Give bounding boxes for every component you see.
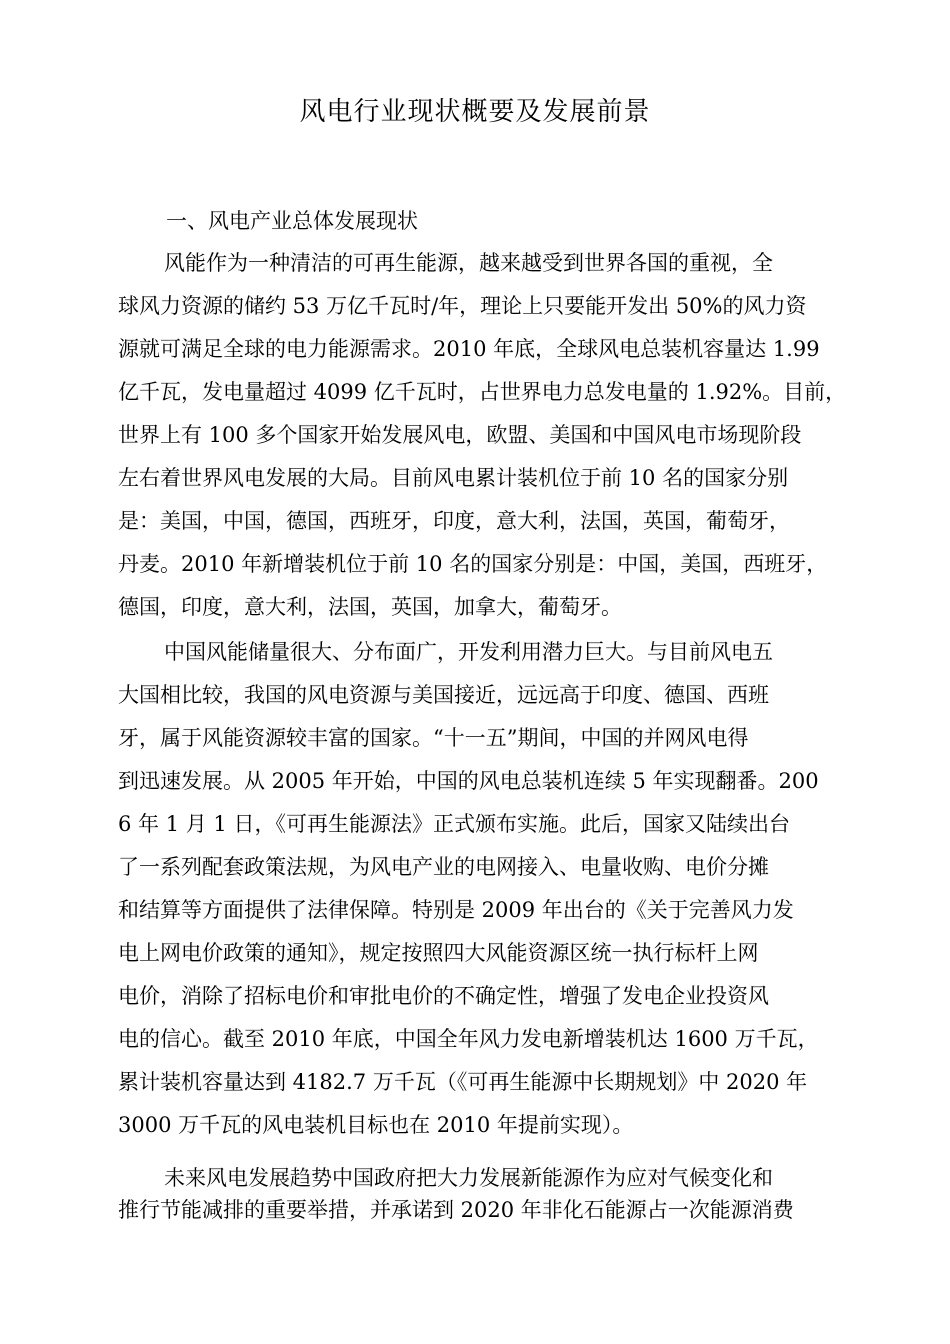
paragraph-china-wind-resources <box>118 631 838 1147</box>
paragraph-future-trend <box>118 1162 838 1226</box>
paragraph-line: 6 年 1 月 1 日，《可再生能源法》正式颁布实施。此后，国家又陆续出台 <box>118 812 790 836</box>
paragraph-line: 了一系列配套政策法规，为风电产业的电网接入、电量收购、电价分摊 <box>118 855 769 879</box>
paragraph-line: 未来风电发展趋势中国政府把大力发展新能源作为应对气候变化和 <box>164 1166 773 1190</box>
paragraph-line: 球风力资源的储约 53 万亿千瓦时/年，理论上只要能开发出 50%的风力资 <box>118 294 807 318</box>
paragraph-line: 推行节能减排的重要举措，并承诺到 2020 年非化石能源占一次能源消费 <box>118 1198 794 1222</box>
paragraph-line: 源就可满足全球的电力能源需求。2010 年底，全球风电总装机容量达 1.99 <box>118 337 820 361</box>
paragraph-line: 亿千瓦，发电量超过 4099 亿千瓦时，占世界电力总发电量的 1.92%。目前， <box>118 380 847 404</box>
paragraph-line: 累计装机容量达到 4182.7 万千瓦（《可再生能源中长期规划》中 2020 年 <box>118 1070 808 1094</box>
paragraph-line: 电上网电价政策的通知》，规定按照四大风能资源区统一执行标杆上网 <box>118 941 759 965</box>
section-heading: 一、风电产业总体发展现状 <box>166 209 418 233</box>
paragraph-line: 世界上有 100 多个国家开始发展风电，欧盟、美国和中国风电市场现阶段 <box>118 423 802 447</box>
paragraph-line: 德国，印度，意大利，法国，英国，加拿大，葡萄牙。 <box>118 595 622 619</box>
paragraph-global-wind-status <box>118 242 847 629</box>
paragraph-line: 电价，消除了招标电价和审批电价的不确定性，增强了发电企业投资风 <box>118 984 769 1008</box>
paragraph-line: 中国风能储量很大、分布面广，开发利用潜力巨大。与目前风电五 <box>164 640 773 664</box>
paragraph-line: 是：美国，中国，德国，西班牙，印度，意大利，法国，英国，葡萄牙， <box>118 509 790 533</box>
paragraph-line: 3000 万千瓦的风电装机目标也在 2010 年提前实现）。 <box>118 1113 634 1137</box>
paragraph-line: 电的信心。截至 2010 年底，中国全年风力发电新增装机达 1600 万千瓦， <box>118 1027 819 1051</box>
document-title: 风电行业现状概要及发展前景 <box>299 97 651 127</box>
paragraph-line: 到迅速发展。从 2005 年开始，中国的风电总装机连续 5 年实现翻番。200 <box>118 769 819 793</box>
paragraph-line: 风能作为一种清洁的可再生能源，越来越受到世界各国的重视，全 <box>164 251 773 275</box>
paragraph-line: 和结算等方面提供了法律保障。特别是 2009 年出台的《关于完善风力发 <box>118 898 794 922</box>
paragraph-line: 牙，属于风能资源较丰富的国家。“十一五”期间，中国的并网风电得 <box>118 726 749 750</box>
paragraph-line: 左右着世界风电发展的大局。目前风电累计装机位于前 10 名的国家分别 <box>118 466 789 490</box>
paragraph-line: 大国相比较，我国的风电资源与美国接近，远远高于印度、德国、西班 <box>118 683 769 707</box>
paragraph-line: 丹麦。2010 年新增装机位于前 10 名的国家分别是：中国，美国，西班牙， <box>118 552 828 576</box>
